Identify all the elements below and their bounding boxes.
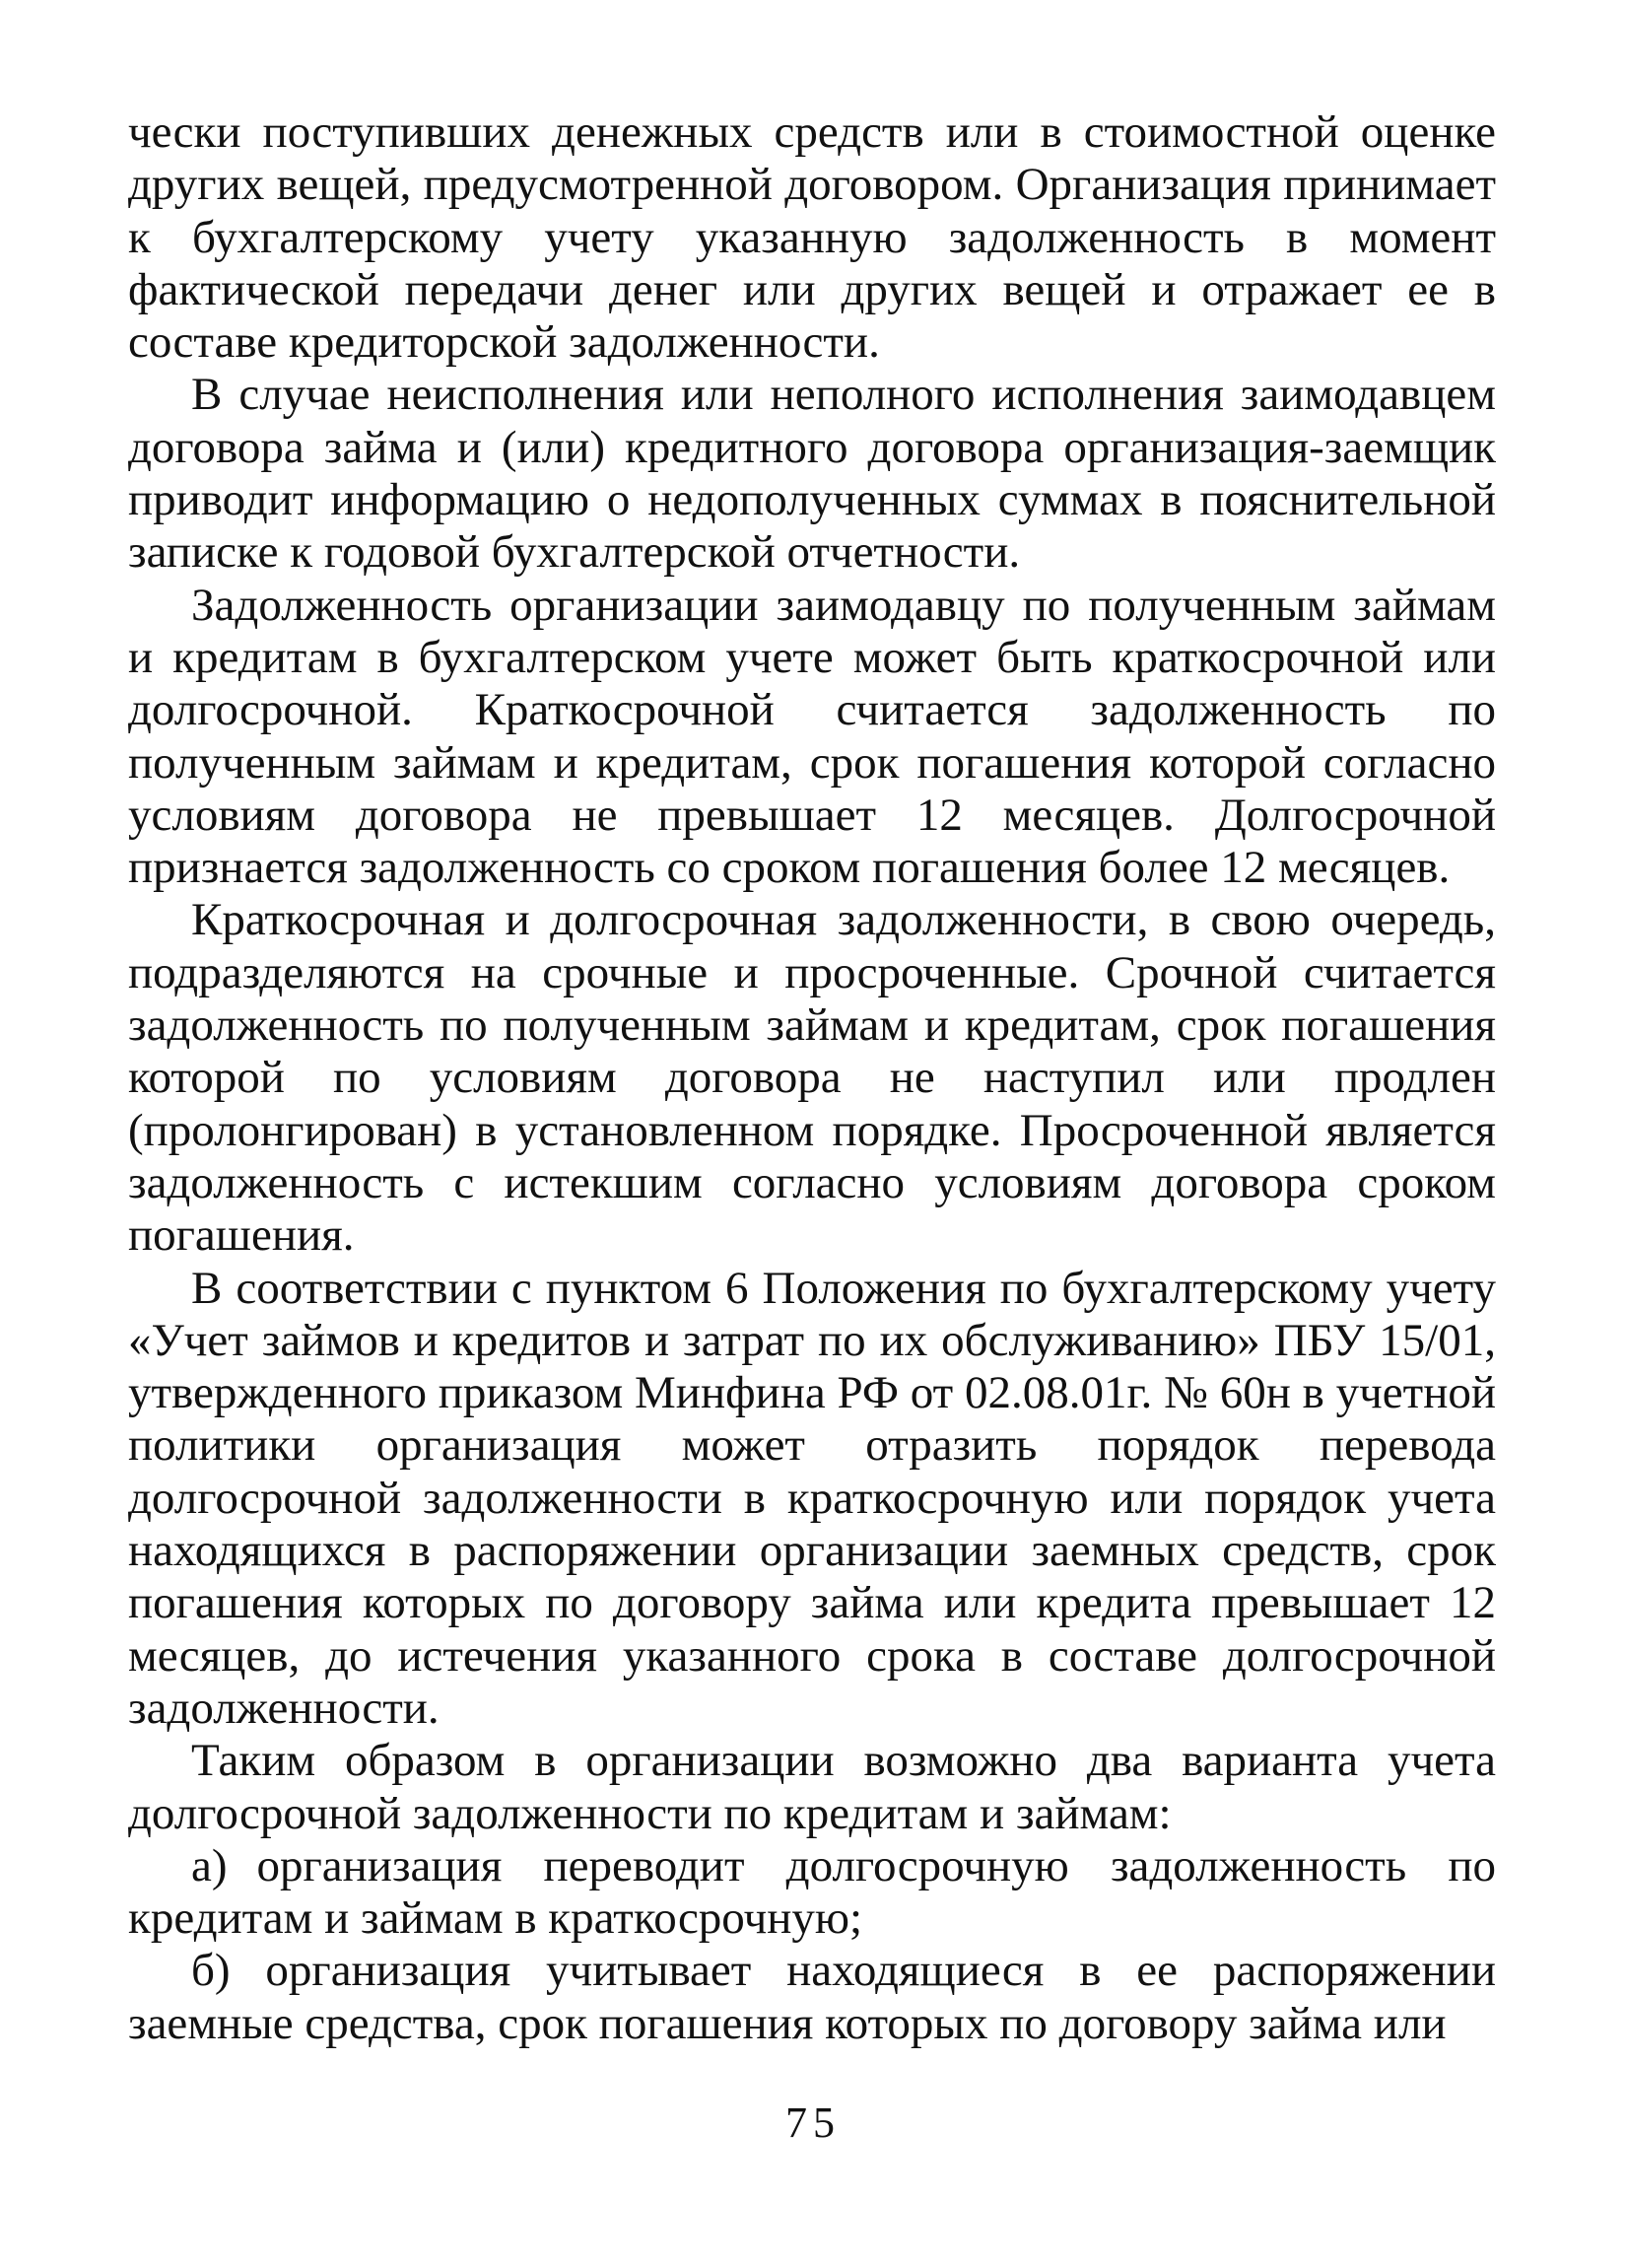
list-item-a xyxy=(128,1840,1496,1946)
paragraph-1: чески поступивших денежных средств или в стоимостной оценке других вещей, предусмотренной договором. Организация принимает к бухгалтерскому учету указанную задолженность в момент фактической передачи денег или других вещей и отражает ее в составе кредиторской задолженности. xyxy=(128,106,1496,369)
paragraph-6: Таким образом в организации возможно два варианта учета долгосрочной задолженности по кредитам и займам: xyxy=(128,1735,1496,1839)
paragraph-2: В случае неисполнения или неполного исполнения заимодавцем договора займа и (или) кредитного договора организация-заемщик приводит информацию о недополученных суммах в пояснительной записке к годовой бухгалтерской отчетности. xyxy=(128,369,1496,579)
list-marker-a: а) xyxy=(191,1839,228,1891)
paragraph-4: Краткосрочная и долгосрочная задолженности, в свою очередь, подразделяются на срочные и просроченные. Срочной считается задолженность по полученным займам и кредитам, срок погашения которой по условиям договора не наступил или продлен (пролонгирован) в установленном порядке. Просроченной является задолженность с истекшим согласно условиям договора сроком погашения. xyxy=(128,894,1496,1262)
page-body xyxy=(128,106,1496,2050)
list-marker-b: б) xyxy=(191,1945,231,1997)
list-item-b xyxy=(128,1945,1496,2050)
paragraph-5: В соответствии с пунктом 6 Положения по бухгалтерскому учету «Учет займов и кредитов и затрат по их обслуживанию» ПБУ 15/01, утвержденного приказом Минфина РФ от 02.08.01г. № 60н в учетной политики организация может отразить порядок перевода долгосрочной задолженности в краткосрочную или порядок учета находящихся в распоряжении организации заемных средств, срок погашения которых по договору займа или кредита превышает 12 месяцев, до истечения указанного срока в составе долгосрочной задолженности. xyxy=(128,1262,1496,1734)
list-text-a: организация переводит долгосрочную задолженность по кредитам и займам в краткосрочную; xyxy=(128,1839,1496,1945)
paragraph-3: Задолженность организации заимодавцу по полученным займам и кредитам в бухгалтерском учете может быть краткосрочной или долгосрочной. Краткосрочной считается задолженность по полученным займам и кредитам, срок погашения которой согласно условиям договора не превышает 12 месяцев. Долгосрочной признается задолженность со сроком погашения более 12 месяцев. xyxy=(128,579,1496,894)
list-text-b: организация учитывает находящиеся в ее распоряжении заемные средства, срок погашения которых по договору займа или xyxy=(128,1945,1496,2049)
page-number: 75 xyxy=(785,2098,841,2147)
